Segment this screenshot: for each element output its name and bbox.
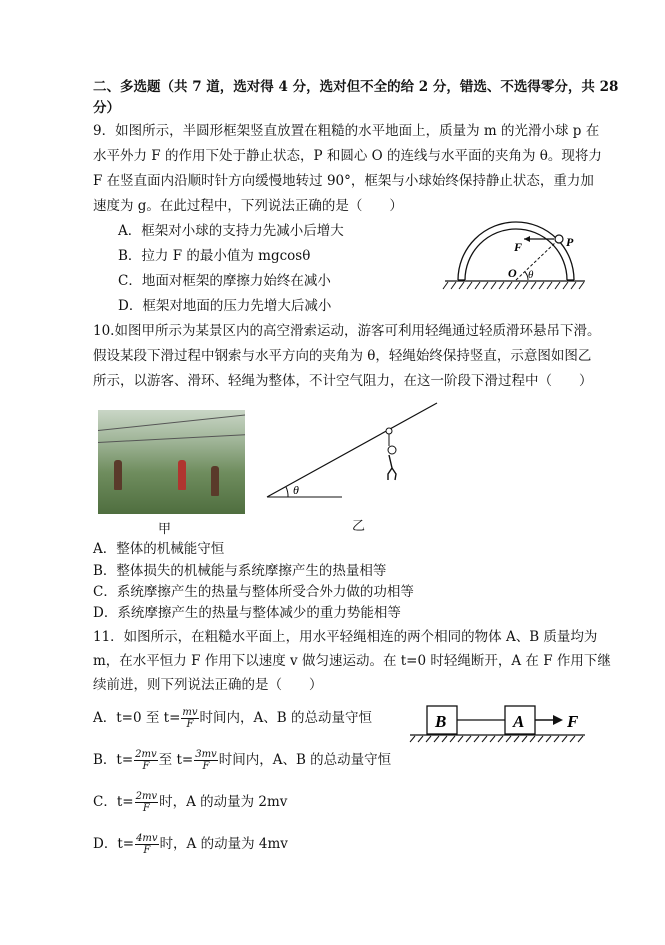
- caption-yi: 乙: [352, 519, 366, 534]
- q9-line-4: 速度为 g。在此过程中，下列说法正确的是（ ）: [93, 198, 403, 214]
- q11-c-pre: C．t=: [93, 794, 134, 810]
- frac-num: 3mv: [195, 749, 217, 760]
- label-b: B: [435, 712, 447, 731]
- q11-d-post: 时，A 的动量为 4mv: [159, 836, 288, 852]
- caption-jia: 甲: [158, 522, 172, 537]
- q10-option-c: C．系统摩擦产生的热量与整体所受合外力做的功相等: [93, 584, 414, 600]
- tourist-body: [388, 455, 392, 480]
- q11-b-fraction-1: [134, 749, 158, 772]
- q11-b-post: 时间内，A、B 的总动量守恒: [218, 752, 392, 768]
- frac-num: 2mv: [135, 791, 158, 802]
- q11-b-fraction-2: [194, 749, 218, 772]
- frac-den: F: [142, 803, 150, 814]
- frac-den: F: [143, 845, 151, 856]
- q9-line-1: 9．如图所示，半圆形框架竖直放置在粗糙的水平地面上，质量为 m 的光滑小球 p 在: [93, 123, 600, 139]
- q10-option-b: B．整体损失的机械能与系统摩擦产生的热量相等: [93, 563, 387, 579]
- q11-line-3: 续前进，则下列说法正确的是（ ）: [93, 677, 323, 693]
- slide-ring: [386, 428, 392, 434]
- q10-option-d: D．系统摩擦产生的热量与整体减少的重力势能相等: [93, 605, 401, 621]
- q11-option-b: [93, 749, 391, 772]
- label-p: P: [566, 235, 574, 249]
- q11-b-mid: 至 t=: [158, 752, 194, 768]
- label-a: A: [513, 712, 525, 731]
- q10-line-1: 10.如图甲所示为某景区内的高空滑索运动，游客可利用轻绳通过轻质滑环悬吊下滑。: [93, 323, 601, 339]
- q11-option-c: [93, 791, 287, 814]
- q11-c-post: 时，A 的动量为 2mv: [159, 794, 288, 810]
- label-theta: θ: [528, 269, 534, 281]
- q11-option-d: [93, 833, 288, 856]
- label-f-11: F: [567, 712, 579, 731]
- q9-figure-semicircle-frame: [440, 210, 590, 300]
- q11-c-fraction: [135, 791, 159, 814]
- q11-a-fraction: [181, 707, 198, 730]
- frac-den: F: [202, 761, 210, 772]
- section-heading-line-1: 二、多选题（共 7 道，选对得 4 分，选对但不全的给 2 分，错选、不选得零分，共 28: [93, 79, 619, 95]
- radius-dashed-line: [516, 241, 557, 280]
- q9-option-d: D．框架对地面的压力先增大后减小: [118, 298, 332, 314]
- section-heading-line-2: 分）: [93, 100, 120, 116]
- q9-option-b: B．拉力 F 的最小值为 mgcosθ: [118, 248, 311, 264]
- label-f: F: [514, 240, 523, 254]
- photo-person-2: [178, 460, 186, 490]
- frac-num: 4mv: [136, 833, 158, 844]
- frac-num: 2mv: [135, 749, 157, 760]
- frac-num: mv: [182, 707, 198, 718]
- q10-figure-zipline-diagram: [262, 398, 442, 503]
- tourist-head: [388, 446, 396, 454]
- q11-figure-blocks: [405, 700, 590, 745]
- q9-line-2: 水平外力 F 的作用下处于静止状态，P 和圆心 O 的连线与水平面的夹角为 θ。现将力: [93, 148, 602, 164]
- frac-den: F: [142, 761, 150, 772]
- q10-option-a: A．整体的机械能守恒: [93, 541, 225, 557]
- label-theta-10: θ: [293, 483, 299, 497]
- q9-option-a: A．框架对小球的支持力先减小后增大: [118, 223, 344, 239]
- frac-den: F: [186, 719, 194, 730]
- q11-b-pre: B．t=: [93, 752, 134, 768]
- q9-option-c: C．地面对框架的摩擦力始终在减小: [118, 273, 331, 289]
- q11-line-2: m，在水平恒力 F 作用下以速度 v 做匀速运动。在 t=0 时轻绳断开，A 在 F 作用下继: [93, 653, 611, 669]
- q11-a-post: 时间内，A、B 的总动量守恒: [199, 710, 373, 726]
- q11-option-a: [93, 707, 372, 730]
- q10-zipline-photo: [98, 410, 245, 514]
- q11-d-fraction: [135, 833, 159, 856]
- q10-line-2: 假设某段下滑过程中钢索与水平方向的夹角为 θ，轻绳始终保持竖直，示意图如图乙: [93, 348, 592, 364]
- q11-d-pre: D．t=: [93, 836, 135, 852]
- photo-person-3: [211, 466, 219, 496]
- ball-p: [555, 235, 563, 243]
- q11-a-pre: A．t=0 至 t=: [93, 710, 181, 726]
- q9-line-3: F 在竖直面内沿顺时针方向缓慢地转过 90°，框架与小球始终保持静止状态，重力加: [93, 173, 594, 189]
- photo-person-1: [114, 460, 122, 490]
- q11-line-1: 11．如图所示，在粗糙水平面上，用水平轻绳相连的两个相同的物体 A、B 质量均为: [93, 629, 598, 645]
- q10-line-3: 所示，以游客、滑环、轻绳为整体，不计空气阻力，在这一阶段下滑过程中（ ）: [93, 373, 593, 389]
- label-o: O: [508, 266, 517, 280]
